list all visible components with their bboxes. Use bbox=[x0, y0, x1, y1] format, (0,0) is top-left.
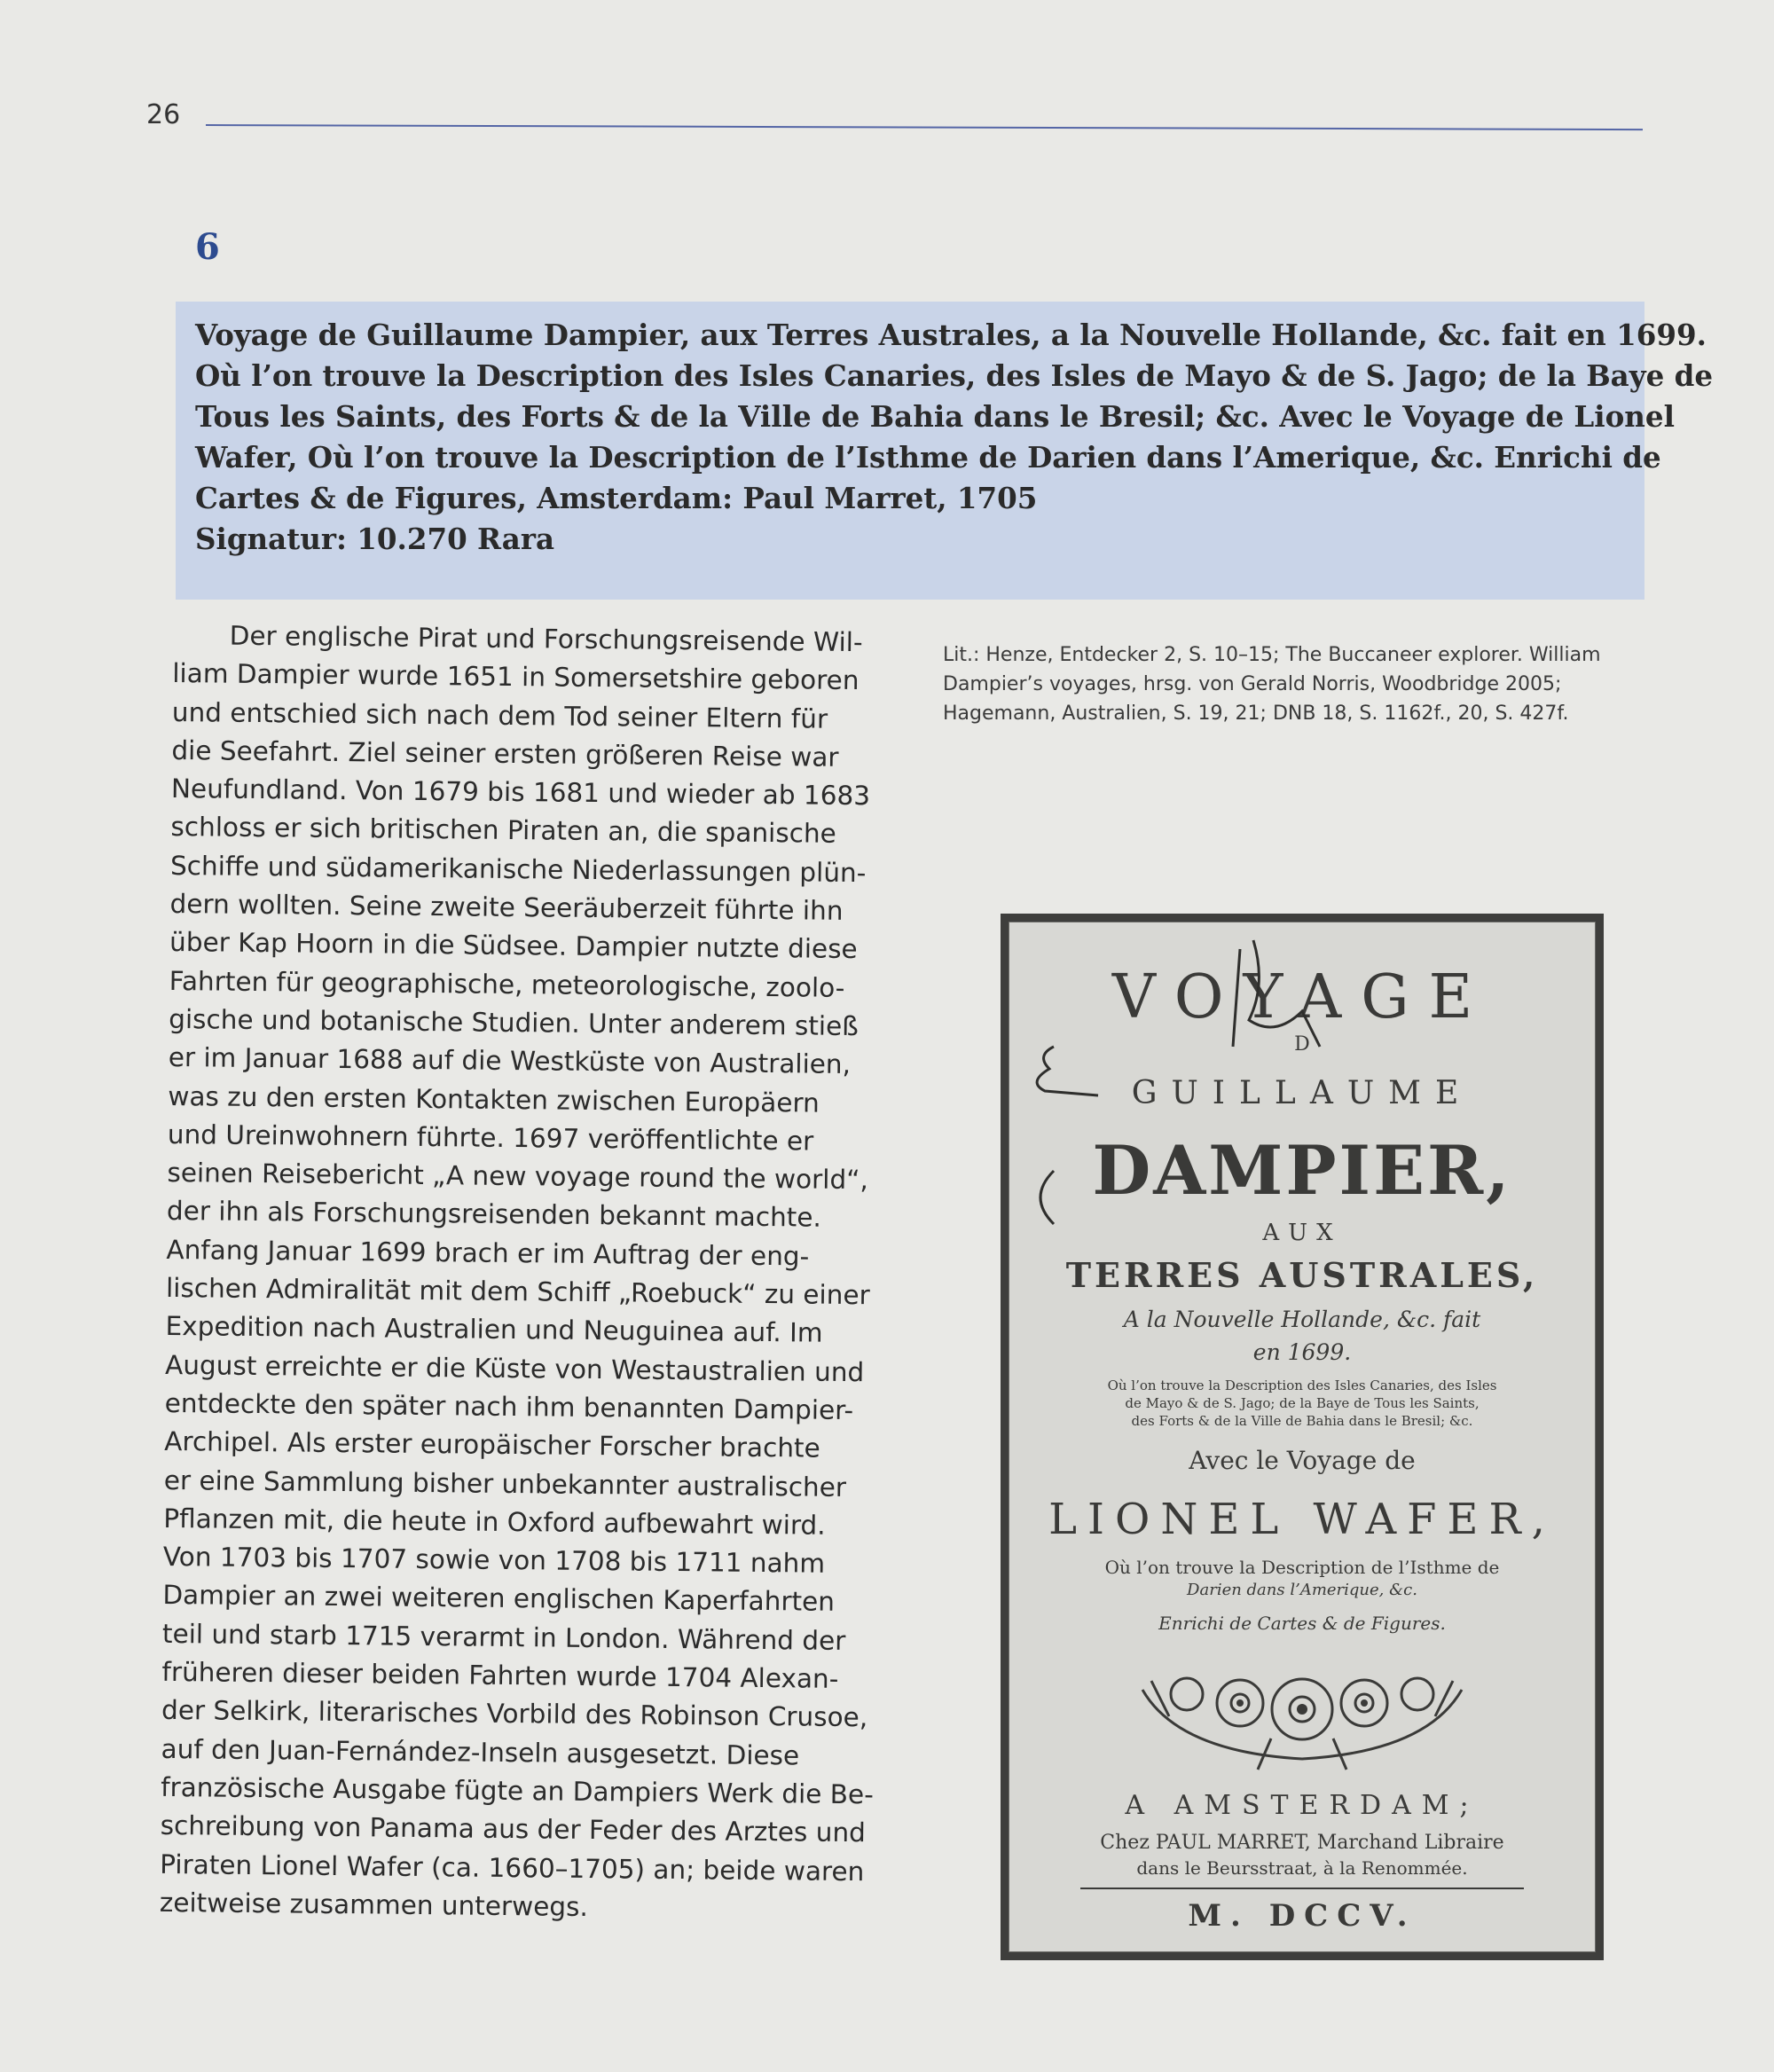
title-page-wafer-desc: Où l’on trouve la Description de l’Isthme de bbox=[1104, 1557, 1500, 1578]
body-line: Archipel. Als erster europäischer Forscher brachte bbox=[164, 1426, 820, 1464]
literature-references bbox=[943, 640, 1644, 728]
title-page-dampier: DAMPIER, bbox=[1092, 1131, 1512, 1210]
title-page-voyage: VOYAGE bbox=[1111, 962, 1493, 1032]
body-line: er eine Sammlung bisher unbekannter australischer bbox=[163, 1464, 847, 1503]
body-line: was zu den ersten Kontakten zwischen Europäern bbox=[168, 1080, 820, 1118]
title-page-enrichi: Enrichi de Cartes & de Figures. bbox=[1158, 1613, 1446, 1634]
literature-line: Dampier’s voyages, hrsg. von Gerald Norris, Woodbridge 2005; bbox=[943, 673, 1562, 695]
literature-line: Lit.: Henze, Entdecker 2, S. 10–15; The Buccaneer explorer. William bbox=[943, 644, 1601, 666]
body-line: der Selkirk, literarisches Vorbild des Robinson Crusoe, bbox=[161, 1695, 868, 1733]
title-page-hollande: A la Nouvelle Hollande, &c. fait bbox=[1123, 1307, 1481, 1332]
body-line: Der englische Pirat und Forschungsreisende Wil- bbox=[229, 620, 863, 658]
title-page-year: en 1699. bbox=[1252, 1339, 1352, 1365]
title-page-lionel: LIONEL WAFER, bbox=[1048, 1495, 1556, 1544]
title-page-wafer-desc: Darien dans l’Amerique, &c. bbox=[1187, 1581, 1417, 1599]
body-line: dern wollten. Seine zweite Seeräuberzeit führte ihn bbox=[169, 889, 844, 927]
body-line: August erreichte er die Küste von Westaustralien und bbox=[164, 1349, 865, 1387]
signature-line: Signatur: 10.270 Rara bbox=[195, 522, 554, 556]
body-line: teil und starb 1715 verarmt in London. Während der bbox=[161, 1618, 846, 1656]
body-line: und Ureinwohnern führte. 1697 veröffentlichte er bbox=[167, 1118, 814, 1157]
body-line: früheren dieser beiden Fahrten wurde 1704 Alexan- bbox=[161, 1656, 839, 1694]
title-page-amsterdam: A AMSTERDAM; bbox=[1125, 1790, 1480, 1821]
body-text bbox=[160, 616, 883, 1929]
body-line: zeitweise zusammen unterwegs. bbox=[159, 1887, 589, 1922]
title-page-rule bbox=[1080, 1888, 1524, 1889]
body-line: der ihn als Forschungsreisenden bekannt machte. bbox=[166, 1196, 822, 1234]
title-line: Cartes & de Figures, Amsterdam: Paul Marret, 1705 bbox=[195, 481, 1038, 515]
body-line: Expedition nach Australien und Neuguinea auf. Im bbox=[165, 1311, 823, 1349]
handwritten-annotation bbox=[1001, 914, 1604, 1268]
title-line: Où l’on trouve la Description des Isles Canaries, des Isles de Mayo & de S. Jago; de la Baye de bbox=[195, 358, 1714, 393]
body-line: seinen Reisebericht „A new voyage round the world“, bbox=[167, 1158, 869, 1196]
body-line: Schiffe und südamerikanische Niederlassungen plün- bbox=[169, 850, 867, 888]
title-page-guillaume: GUILLAUME bbox=[1131, 1075, 1473, 1111]
title-page-date: M. DCCV. bbox=[1188, 1898, 1417, 1934]
literature-line: Hagemann, Australien, S. 19, 21; DNB 18, S. 1162f., 20, S. 427f. bbox=[943, 702, 1569, 725]
title-page-d: D bbox=[1294, 1033, 1310, 1056]
entry-number: 6 bbox=[195, 226, 220, 268]
body-line: Neufundland. Von 1679 bis 1681 und wieder ab 1683 bbox=[170, 773, 871, 812]
title-line: Wafer, Où l’on trouve la Description de l’Isthme de Darien dans l’Amerique, &c. Enrichi de bbox=[195, 440, 1661, 475]
body-line: lischen Admiralität mit dem Schiff „Roebuck“ zu einer bbox=[165, 1273, 870, 1311]
title-page-desc: de Mayo & de S. Jago; de la Baye de Tous les Saints, bbox=[1125, 1395, 1480, 1411]
body-line: liam Dampier wurde 1651 in Somersetshire geboren bbox=[172, 658, 860, 696]
title-page-publisher: Chez PAUL MARRET, Marchand Libraire bbox=[1100, 1832, 1504, 1854]
title-line: Tous les Saints, des Forts & de la Ville de Bahia dans le Bresil; &c. Avec le Voyage de Lionel bbox=[195, 399, 1675, 434]
title-page-image bbox=[1001, 914, 1604, 1960]
title-page-address: dans le Beursstraat, à la Renommée. bbox=[1136, 1857, 1468, 1879]
body-line: Von 1703 bis 1707 sowie von 1708 bis 1711 nahm bbox=[162, 1542, 826, 1579]
title-block bbox=[195, 315, 1714, 560]
body-line: Pflanzen mit, die heute in Oxford aufbewahrt wird. bbox=[163, 1503, 826, 1541]
body-line: er im Januar 1688 auf die Westküste von Australien, bbox=[168, 1042, 852, 1080]
body-line: Fahrten für geographische, meteorologische, zoolo- bbox=[169, 965, 845, 1003]
body-line: die Seefahrt. Ziel seiner ersten größeren Reise war bbox=[171, 734, 839, 773]
body-line: Anfang Januar 1699 brach er im Auftrag der eng- bbox=[166, 1234, 810, 1272]
body-line: schloss er sich britischen Piraten an, die spanische bbox=[170, 812, 836, 850]
header-rule bbox=[206, 124, 1643, 130]
body-line: und entschied sich nach dem Tod seiner Eltern für bbox=[171, 696, 828, 734]
body-line: Piraten Lionel Wafer (ca. 1660–1705) an; beide waren bbox=[160, 1848, 865, 1887]
title-page-desc: Où l’on trouve la Description des Isles Canaries, des Isles bbox=[1107, 1377, 1497, 1393]
body-line: auf den Juan-Fernández-Inseln ausgesetzt. Diese bbox=[161, 1733, 800, 1771]
body-line: gische und botanische Studien. Unter anderem stieß bbox=[169, 1003, 860, 1042]
body-line: Dampier an zwei weiteren englischen Kaperfahrten bbox=[162, 1580, 836, 1618]
flower-ornament-icon bbox=[1125, 1654, 1480, 1778]
body-line: über Kap Hoorn in die Südsee. Dampier nutzte diese bbox=[169, 927, 858, 965]
title-page-avec: Avec le Voyage de bbox=[1189, 1446, 1416, 1475]
title-page-terres: TERRES AUSTRALES, bbox=[1065, 1255, 1539, 1295]
title-line: Voyage de Guillaume Dampier, aux Terres Australes, a la Nouvelle Hollande, &c. fait en 1699. bbox=[195, 318, 1707, 352]
body-line: entdeckte den später nach ihm benannten Dampier- bbox=[164, 1387, 854, 1426]
page-number: 26 bbox=[146, 99, 181, 130]
title-page-desc: des Forts & de la Ville de Bahia dans le Bresil; &c. bbox=[1131, 1413, 1473, 1429]
title-page-aux: AUX bbox=[1262, 1220, 1342, 1246]
body-line: französische Ausgabe fügte an Dampiers Werk die Be- bbox=[161, 1771, 875, 1810]
body-line: schreibung von Panama aus der Feder des Arztes und bbox=[160, 1810, 867, 1848]
